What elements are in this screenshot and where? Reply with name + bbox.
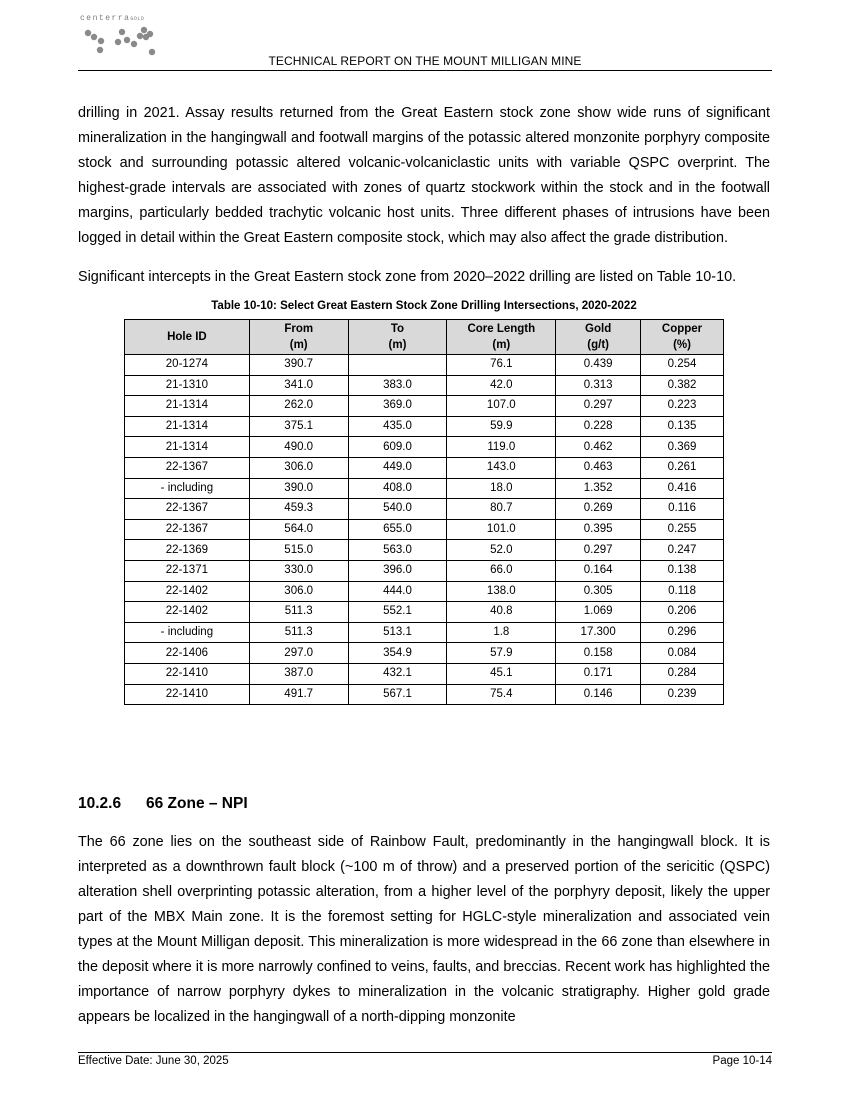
header-to: To (m) — [348, 320, 447, 355]
table-cell: 513.1 — [348, 622, 447, 643]
body-paragraph-2: Significant intercepts in the Great Eastern stock zone from 2020–2022 drilling are listed on Table 10-10. — [78, 269, 737, 285]
table-cell: 375.1 — [249, 416, 348, 437]
table-cell: 0.247 — [641, 540, 724, 561]
table-cell: 22-1371 — [125, 560, 250, 581]
table-row — [125, 355, 724, 376]
table-cell: - including — [125, 478, 250, 499]
table-cell: 432.1 — [348, 663, 447, 684]
table-cell: 22-1410 — [125, 684, 250, 705]
table-cell: 0.305 — [556, 581, 641, 602]
table-row — [125, 478, 724, 499]
table-cell: 101.0 — [447, 519, 556, 540]
table-cell: 0.206 — [641, 602, 724, 623]
table-cell: 21-1310 — [125, 375, 250, 396]
table-cell: 0.239 — [641, 684, 724, 705]
table-cell: 0.116 — [641, 499, 724, 520]
table-cell: 0.138 — [641, 560, 724, 581]
table-row — [125, 396, 724, 417]
table-cell: 21-1314 — [125, 396, 250, 417]
table-cell: 1.352 — [556, 478, 641, 499]
table-cell: 107.0 — [447, 396, 556, 417]
table-cell: 0.313 — [556, 375, 641, 396]
main-content — [78, 101, 770, 705]
table-cell: 0.146 — [556, 684, 641, 705]
table-cell: 80.7 — [447, 499, 556, 520]
logo-wordmark: centerraGOLD — [80, 14, 145, 23]
section-content — [78, 830, 770, 1030]
table-cell: 21-1314 — [125, 437, 250, 458]
table-cell: 564.0 — [249, 519, 348, 540]
table-row — [125, 622, 724, 643]
table-cell: 435.0 — [348, 416, 447, 437]
table-row — [125, 560, 724, 581]
table-cell: 0.439 — [556, 355, 641, 376]
table-cell: 655.0 — [348, 519, 447, 540]
table-cell: 21-1314 — [125, 416, 250, 437]
table-cell: 490.0 — [249, 437, 348, 458]
table-cell: 567.1 — [348, 684, 447, 705]
table-row — [125, 499, 724, 520]
table-caption: Table 10-10: Select Great Eastern Stock Zone Drilling Intersections, 2020-2022 — [211, 300, 637, 312]
table-row — [125, 457, 724, 478]
table-cell: 20-1274 — [125, 355, 250, 376]
table-cell: - including — [125, 622, 250, 643]
table-cell: 449.0 — [348, 457, 447, 478]
table-cell: 390.7 — [249, 355, 348, 376]
table-cell: 0.171 — [556, 663, 641, 684]
header-from: From (m) — [249, 320, 348, 355]
table-cell: 341.0 — [249, 375, 348, 396]
table-cell: 17.300 — [556, 622, 641, 643]
effective-date: Effective Date: June 30, 2025 — [78, 1055, 229, 1067]
table-cell: 0.462 — [556, 437, 641, 458]
table-cell: 0.254 — [641, 355, 724, 376]
table-cell: 444.0 — [348, 581, 447, 602]
table-cell: 0.135 — [641, 416, 724, 437]
table-cell: 119.0 — [447, 437, 556, 458]
table-cell: 387.0 — [249, 663, 348, 684]
table-cell: 76.1 — [447, 355, 556, 376]
table-cell: 511.3 — [249, 602, 348, 623]
table-cell: 396.0 — [348, 560, 447, 581]
header-divider — [78, 70, 772, 71]
footer-divider — [78, 1052, 772, 1053]
table-cell: 52.0 — [447, 540, 556, 561]
table-cell: 297.0 — [249, 643, 348, 664]
table-cell: 138.0 — [447, 581, 556, 602]
table-cell: 0.228 — [556, 416, 641, 437]
table-cell: 408.0 — [348, 478, 447, 499]
report-title: TECHNICAL REPORT ON THE MOUNT MILLIGAN MINE — [268, 54, 582, 68]
header-core-length: Core Length (m) — [447, 320, 556, 355]
table-cell: 22-1369 — [125, 540, 250, 561]
table-cell: 262.0 — [249, 396, 348, 417]
table-cell: 1.069 — [556, 602, 641, 623]
table-row — [125, 663, 724, 684]
section-heading — [78, 795, 248, 813]
table-cell: 42.0 — [447, 375, 556, 396]
table-cell: 0.158 — [556, 643, 641, 664]
table-row — [125, 643, 724, 664]
page-number: Page 10-14 — [712, 1055, 772, 1067]
table-cell: 0.296 — [641, 622, 724, 643]
section-paragraph: The 66 zone lies on the southeast side of Rainbow Fault, predominantly in the hangingwall block. It is interpreted as a downthrown fault block (~100 m of throw) and a preserved portion of the sericitic (QSPC) alteration shell overprinting potassic alteration, from a higher level of the porphyry deposit, likely the upper part of the MBX Main zone. It is the foremost setting for HGLC-style mineralization and associated vein types at the Mount Milligan deposit. This mineralization is more widespread in the 66 zone than elsewhere in the deposit where it is more narrowly confined to veins, faults, and breccias. Recent work has highlighted the importance of narrow porphyry dykes to mineralization in the volcanic stratigraphy. Higher gold grade appears be localized in the hangingwall of a north-dipping monzonite — [78, 834, 770, 1025]
table-cell: 459.3 — [249, 499, 348, 520]
table-cell: 75.4 — [447, 684, 556, 705]
table-cell: 22-1367 — [125, 457, 250, 478]
table-cell: 609.0 — [348, 437, 447, 458]
table-cell: 0.284 — [641, 663, 724, 684]
table-cell: 354.9 — [348, 643, 447, 664]
table-row — [125, 416, 724, 437]
table-cell: 0.269 — [556, 499, 641, 520]
table-cell: 563.0 — [348, 540, 447, 561]
table-cell: 369.0 — [348, 396, 447, 417]
table-cell: 22-1406 — [125, 643, 250, 664]
table-cell: 0.084 — [641, 643, 724, 664]
table-cell: 0.255 — [641, 519, 724, 540]
table-cell: 0.395 — [556, 519, 641, 540]
table-cell: 66.0 — [447, 560, 556, 581]
table-row — [125, 540, 724, 561]
table-cell: 515.0 — [249, 540, 348, 561]
drilling-intersections-table — [124, 319, 724, 705]
body-paragraph-1: drilling in 2021. Assay results returned from the Great Eastern stock zone show wide runs of significant mineralization in the hangingwall and footwall margins of the potassic altered monzonite porphyry composite stock and surrounding potassic altered volcanic-volcaniclastic units with variable QSPC overprint. The highest-grade intervals are associated with zones of quartz stockwork within the stock and in the footwall margins, particularly bedded trachytic volcanic host units. Three different phases of intrusions have been logged in detail within the Great Eastern composite stock, which may also affect the grade distribution. — [78, 105, 770, 246]
table-cell: 22-1367 — [125, 499, 250, 520]
table-row — [125, 375, 724, 396]
table-cell: 390.0 — [249, 478, 348, 499]
section-title: 66 Zone – NPI — [146, 795, 248, 812]
header-copper: Copper (%) — [641, 320, 724, 355]
table-row — [125, 684, 724, 705]
table-cell: 0.416 — [641, 478, 724, 499]
table-cell: 0.297 — [556, 396, 641, 417]
table-cell: 0.164 — [556, 560, 641, 581]
table-cell: 45.1 — [447, 663, 556, 684]
table-cell: 0.463 — [556, 457, 641, 478]
section-number: 10.2.6 — [78, 795, 122, 812]
table-cell: 511.3 — [249, 622, 348, 643]
header-gold: Gold (g/t) — [556, 320, 641, 355]
table-body — [125, 355, 724, 705]
table-cell: 22-1402 — [125, 602, 250, 623]
table-cell: 22-1410 — [125, 663, 250, 684]
table-cell: 306.0 — [249, 581, 348, 602]
table-cell: 383.0 — [348, 375, 447, 396]
table-cell: 0.369 — [641, 437, 724, 458]
header-hole-id: Hole ID — [125, 320, 250, 355]
table-row — [125, 437, 724, 458]
table-cell: 22-1402 — [125, 581, 250, 602]
table-cell: 0.118 — [641, 581, 724, 602]
table-cell: 491.7 — [249, 684, 348, 705]
table-cell: 18.0 — [447, 478, 556, 499]
table-cell: 1.8 — [447, 622, 556, 643]
table-cell: 59.9 — [447, 416, 556, 437]
table-row — [125, 602, 724, 623]
table-row — [125, 581, 724, 602]
table-cell: 0.261 — [641, 457, 724, 478]
table-cell: 330.0 — [249, 560, 348, 581]
table-cell: 0.223 — [641, 396, 724, 417]
table-cell: 0.382 — [641, 375, 724, 396]
table-cell: 143.0 — [447, 457, 556, 478]
table-cell: 40.8 — [447, 602, 556, 623]
table-cell: 540.0 — [348, 499, 447, 520]
table-cell: 552.1 — [348, 602, 447, 623]
table-row — [125, 519, 724, 540]
table-cell: 57.9 — [447, 643, 556, 664]
table-cell — [348, 355, 447, 376]
table-cell: 0.297 — [556, 540, 641, 561]
table-cell: 22-1367 — [125, 519, 250, 540]
table-header-row — [125, 320, 724, 355]
table-cell: 306.0 — [249, 457, 348, 478]
